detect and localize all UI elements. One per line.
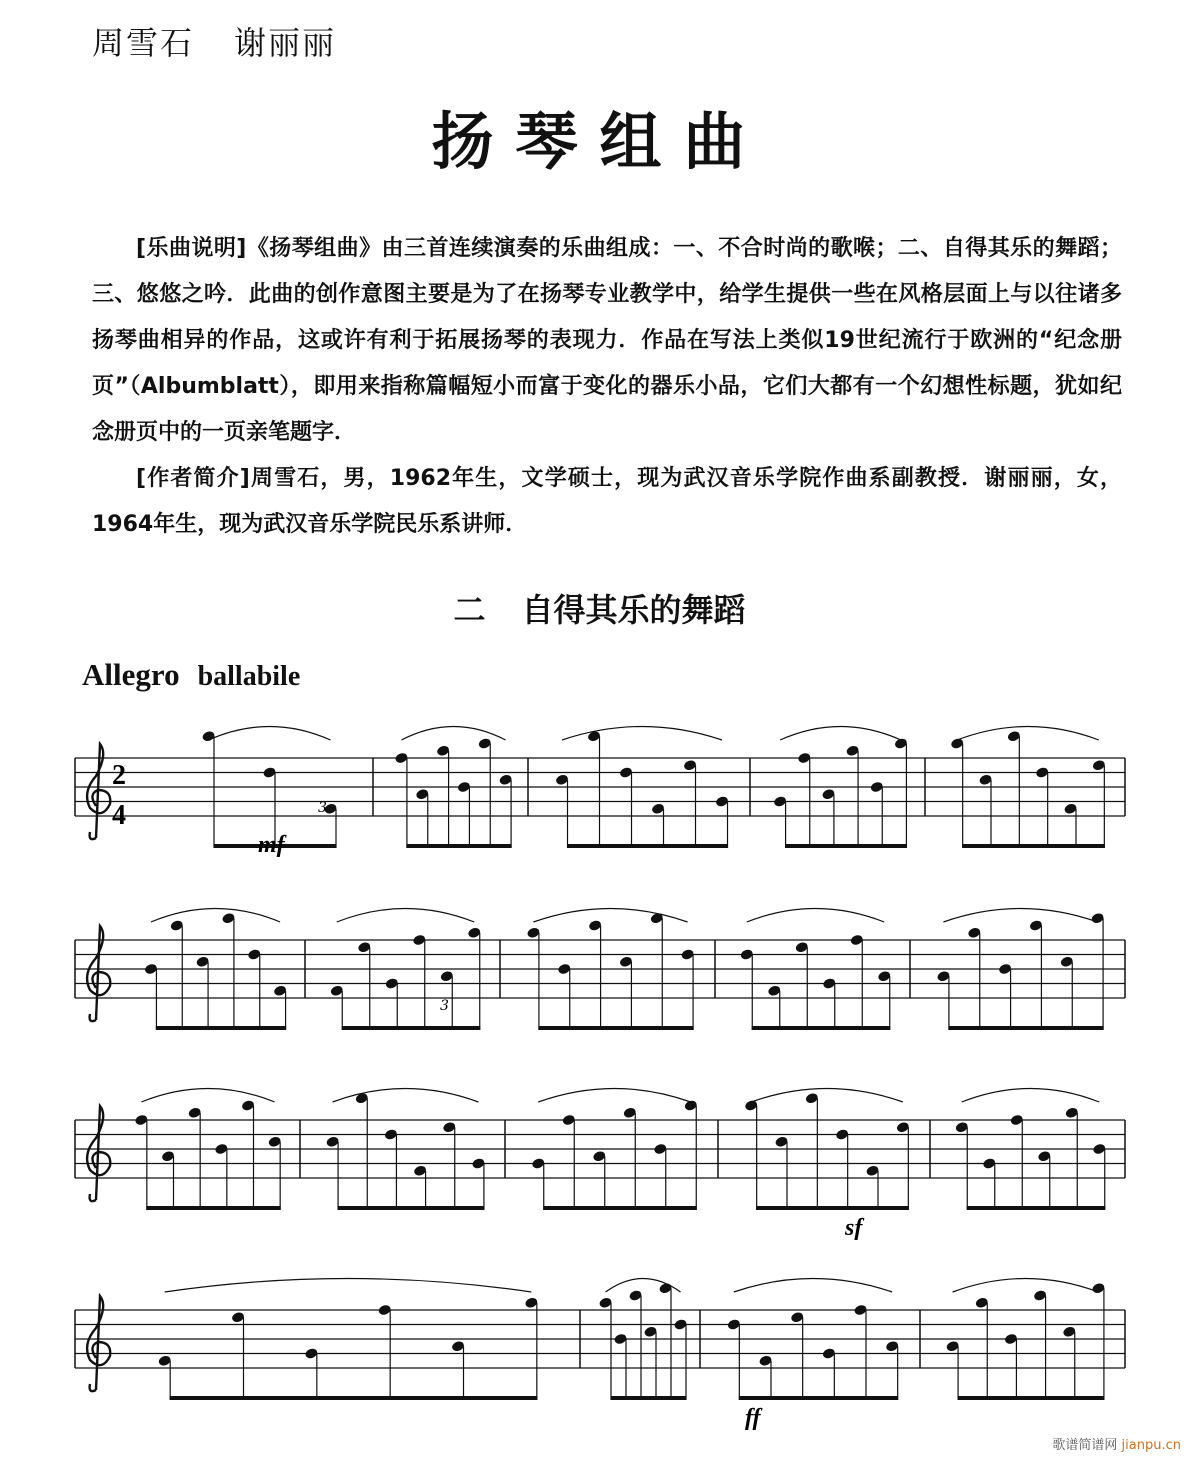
slur [747,909,885,923]
beam [948,1026,1103,1030]
beam [958,1396,1105,1400]
beam [170,1396,538,1400]
page-title: 扬琴组曲 [431,105,768,178]
slur [751,1089,903,1103]
dynamic-mf: mf [258,832,285,858]
beam [567,844,728,848]
beam [739,1396,898,1400]
slur [141,1089,274,1103]
beam [752,1026,891,1030]
slur [953,1279,1099,1293]
beam [338,1206,485,1210]
description-text: 《扬琴组曲》由三首连续演奏的乐曲组成：一、不合时尚的歌喉；二、自得其乐的舞蹈；三、悠悠之吟．此曲的创作意图主要是为了在扬琴专业教学中，给学生提供一些在风格层面上与以往诸多扬琴曲相异的作品，这或许有利于拓展扬琴的表现力．作品在写法上类似19世纪流行于欧洲的“纪念册页”（Albumblatt），即用来指称篇幅短小而富于变化的器乐小品，它们大都有一个幻想性标题，犹如纪念册页中的一页亲笔题字． [92,236,1122,445]
tempo-modifier: ballabile [197,661,301,692]
bio-text: 周雪石，男，1962年生，文学硕士，现为武汉音乐学院作曲系副教授．谢丽丽，女，1964年生，现为武汉音乐学院民乐系讲师． [92,466,1122,537]
beam [962,844,1105,848]
time-sig-bottom: 4 [112,800,126,831]
slur [538,1089,691,1103]
beam [543,1206,697,1210]
tuplet-3-b: 3 [440,998,449,1014]
slur [333,1089,479,1103]
slur [165,1279,532,1293]
beam [967,1206,1106,1210]
composer-name: 周雪石 [92,24,195,62]
watermark [1052,1434,1181,1453]
tempo-main: Allegro [82,657,180,692]
dynamic-ff: ff [745,1405,761,1431]
bio-label: [作者简介] [136,466,250,491]
slur [962,1089,1100,1103]
description-label: [乐曲说明] [136,236,247,261]
beam [406,844,511,848]
dynamic-sf: sf [845,1215,863,1241]
performer-name: 谢丽丽 [234,24,337,62]
section-number: 二 [453,591,486,629]
slur [943,909,1097,923]
beam [611,1396,687,1400]
section-title: 自得其乐的舞蹈 [521,591,746,629]
beam [146,1206,280,1210]
slur [562,727,722,741]
slur [533,909,687,923]
tuplet-3-a: 3 [318,800,327,816]
beam [785,844,907,848]
beam [342,1026,481,1030]
beam [156,1026,286,1030]
time-sig-top: 2 [112,760,126,791]
slur [957,727,1099,741]
beam [538,1026,693,1030]
beam [756,1206,909,1210]
slur [401,727,505,741]
slur [337,909,475,923]
watermark-domain: jianpu.cn [1121,1438,1181,1453]
slur [151,909,280,923]
slur [209,727,331,741]
watermark-site: 歌谱简谱网 [1052,1438,1118,1453]
slur [780,727,901,741]
slur [734,1279,892,1293]
